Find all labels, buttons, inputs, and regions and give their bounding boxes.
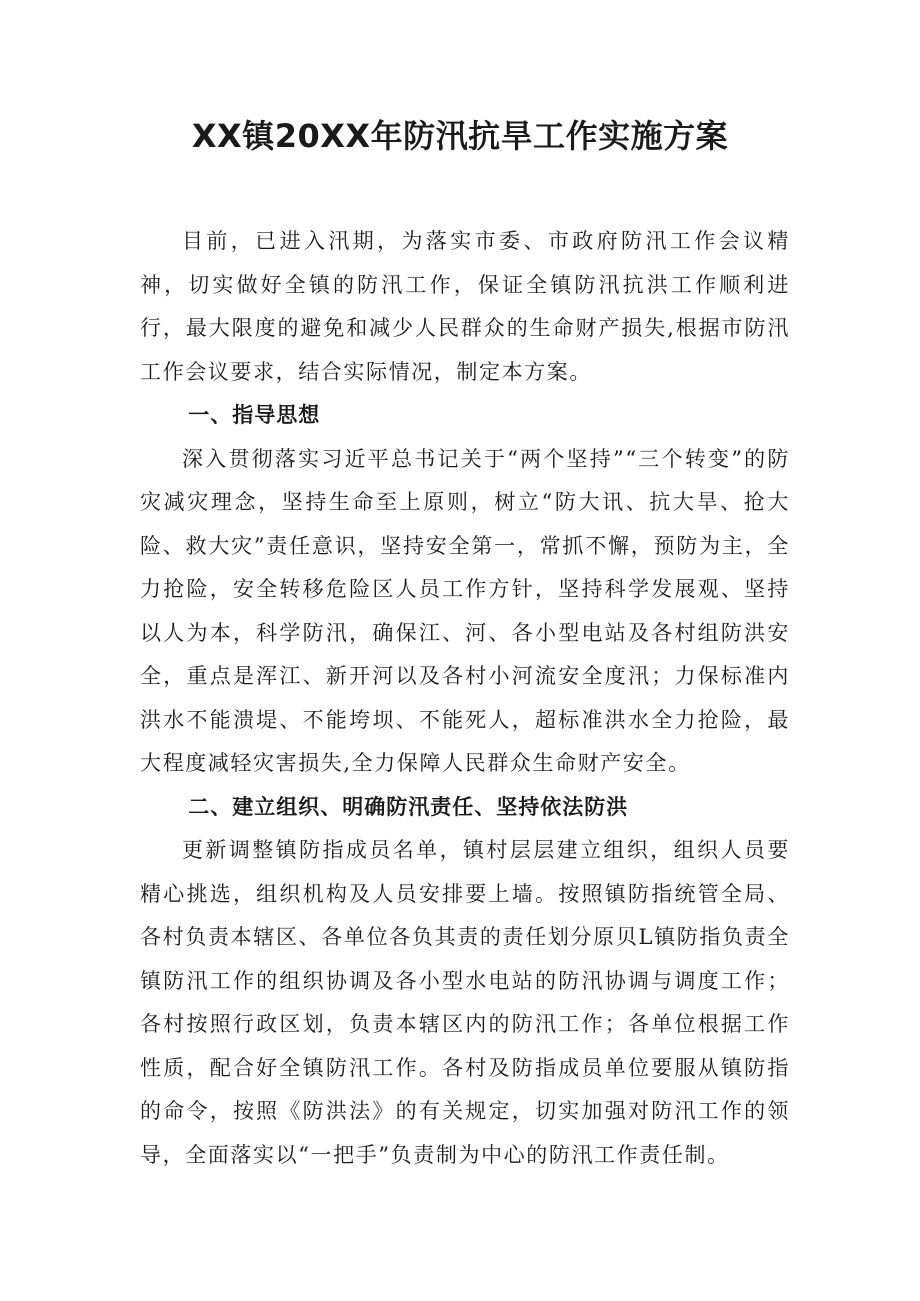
section-paragraph-guiding-thought: 深入贯彻落实习近平总书记关于“两个坚持”“三个转变”的防灾减灾理念，坚持生命至上原则，树立“防大讯、抗大旱、抢大险、救大灾”责任意识，坚持安全第一，常抓不懈，预防为主，全力抢险，安全转移危险区人员工作方针，坚持科学发展观、坚持以人为本，科学防汛，确保江、河、各小型电站及各村组防洪安全，重点是浑江、新开河以及各村小河流安全度汛；力保标准内洪水不能溃堤、不能垮坝、不能死人，超标准洪水全力抢险，最大程度减轻灾害损失,全力保障人民群众生命财产安全。	[140, 446, 790, 775]
section-heading-organization: 二、建立组织、明确防汛责任、坚持依法防洪	[188, 794, 629, 819]
document-body	[140, 220, 790, 1177]
section-paragraph-organization: 更新调整镇防指成员名单，镇村层层建立组织，组织人员要精心挑选，组织机构及人员安排要上墙。按照镇防指统管全局、各村负责本辖区、各单位各负其责的责任划分原贝L镇防指负责全镇防汛工作的组织协调及各小型水电站的防汛协调与调度工作；各村按照行政区划，负责本辖区内的防汛工作；各单位根据工作性质，配合好全镇防汛工作。各村及防指成员单位要服从镇防指的命令，按照《防洪法》的有关规定，切实加强对防汛工作的领导，全面落实以“一把手”负责制为中心的防汛工作责任制。	[140, 838, 790, 1167]
document-title: XX镇20XX年防汛抗旱工作实施方案	[191, 117, 729, 155]
intro-paragraph: 目前，已进入汛期，为落实市委、市政府防汛工作会议精神，切实做好全镇的防汛工作，保证全镇防汛抗洪工作顺利进行，最大限度的避免和减少人民群众的生命财产损失,根据市防汛工作会议要求，结合实际情况，制定本方案。	[140, 229, 790, 384]
section-heading-guiding-thought: 一、指导思想	[188, 403, 321, 427]
